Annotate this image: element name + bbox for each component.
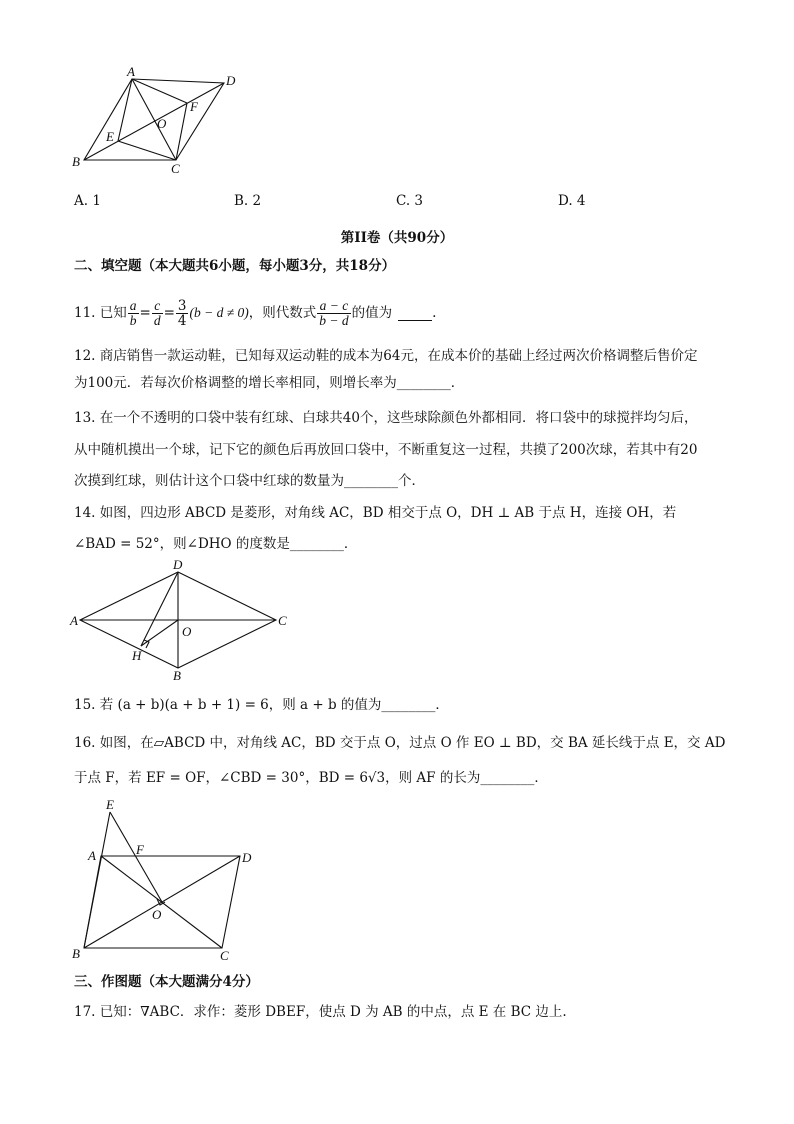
segment-oh bbox=[141, 620, 178, 646]
label-e: E bbox=[106, 798, 114, 812]
label-c: C bbox=[171, 161, 180, 176]
q11-answer-blank bbox=[398, 306, 432, 321]
section-2-header: 第II卷（共90分） bbox=[340, 230, 454, 246]
figure-q14 bbox=[66, 558, 298, 682]
label-b: B bbox=[72, 946, 80, 961]
label-h: H bbox=[132, 648, 142, 663]
q11-tail: 的值为 bbox=[351, 305, 393, 321]
q11-fraction-3-4: $\frac{3}{4}$ bbox=[177, 297, 187, 329]
q11-condition: (b − d ≠ 0) bbox=[189, 305, 249, 320]
label-a: A bbox=[70, 613, 78, 628]
q11-period: . bbox=[432, 305, 437, 321]
label-d: D bbox=[226, 73, 236, 88]
extension-ba bbox=[84, 812, 110, 948]
figure-q10 bbox=[68, 62, 248, 182]
q11-equals-2: = bbox=[163, 305, 175, 321]
question-17: 17. 已知：∇ABC．求作：菱形 DBEF，使点 D 为 AB 的中点，点 E 在 BC 边上. bbox=[74, 1004, 567, 1020]
question-12-line-1: 12. 商店销售一款运动鞋，已知每双运动鞋的成本为64元，在成本价的基础上经过两次价格调整后售价定 bbox=[74, 348, 698, 364]
q11-fraction-expression: $\frac{a - c}{b - d}$ bbox=[319, 297, 349, 328]
q11-equals-1: = bbox=[139, 305, 151, 321]
question-13-line-3: 次摸到红球，则估计这个口袋中红球的数量为________个． bbox=[74, 473, 425, 489]
option-b: B. 2 bbox=[234, 193, 262, 209]
label-o: O bbox=[157, 116, 167, 131]
q11-prefix: 11. 已知 bbox=[74, 305, 127, 321]
question-16-line-1: 16. 如图，在▱ABCD 中，对角线 AC，BD 交于点 O，过点 O 作 EO ⊥ BD，交 BA 延长线于点 E，交 AD bbox=[74, 735, 726, 751]
figure-q16 bbox=[66, 798, 266, 966]
label-o: O bbox=[152, 907, 162, 922]
segment-eo bbox=[110, 812, 162, 902]
label-f: F bbox=[190, 99, 198, 114]
question-16-line-2: 于点 F，若 EF = OF，∠CBD = 30°，BD = 6√3，则 AF 的长为________． bbox=[74, 770, 548, 786]
label-c: C bbox=[278, 613, 287, 628]
q11-fraction-c-d: $\frac{c}{d}$ bbox=[153, 297, 161, 328]
q11-mid: ，则代数式 bbox=[248, 305, 317, 321]
question-13-line-1: 13. 在一个不透明的口袋中装有红球、白球共40个，这些球除颜色外都相同．将口袋中的球搅拌均匀后， bbox=[74, 410, 698, 426]
label-f: F bbox=[136, 842, 144, 857]
q11-fraction-a-b: $\frac{a}{b}$ bbox=[129, 297, 137, 328]
label-c: C bbox=[220, 948, 229, 963]
label-d: D bbox=[173, 558, 183, 572]
label-d: D bbox=[242, 850, 252, 865]
label-e: E bbox=[106, 129, 114, 144]
segment-dh bbox=[141, 572, 178, 646]
diagonal-bd bbox=[84, 83, 224, 160]
question-14-line-1: 14. 如图，四边形 ABCD 是菱形，对角线 AC，BD 相交于点 O，DH ⊥ AB 于点 H，连接 OH，若 bbox=[74, 505, 677, 521]
question-14-line-2: ∠BAD = 52°，则∠DHO 的度数是________． bbox=[74, 536, 358, 552]
part-2-title: 二、填空题（本大题共6小题，每小题3分，共18分） bbox=[74, 258, 396, 274]
question-12-line-2: 为100元．若每次价格调整的增长率相同，则增长率为________． bbox=[74, 375, 465, 391]
option-c: C. 3 bbox=[396, 193, 424, 209]
label-a: A bbox=[88, 848, 96, 863]
label-o: O bbox=[182, 624, 192, 639]
label-a: A bbox=[127, 64, 135, 79]
option-d: D. 4 bbox=[558, 193, 586, 209]
question-13-line-2: 从中随机摸出一个球，记下它的颜色后再放回口袋中，不断重复这一过程，共摸了200次球，若其中有20 bbox=[74, 442, 698, 458]
option-a: A. 1 bbox=[74, 193, 101, 209]
question-15: 15. 若 (a + b)(a + b + 1) = 6，则 a + b 的值为________． bbox=[74, 697, 449, 713]
label-b: B bbox=[173, 668, 181, 682]
part-3-title: 三、作图题（本大题满分4分） bbox=[74, 974, 259, 990]
question-11 bbox=[74, 298, 436, 328]
label-b: B bbox=[72, 154, 80, 169]
